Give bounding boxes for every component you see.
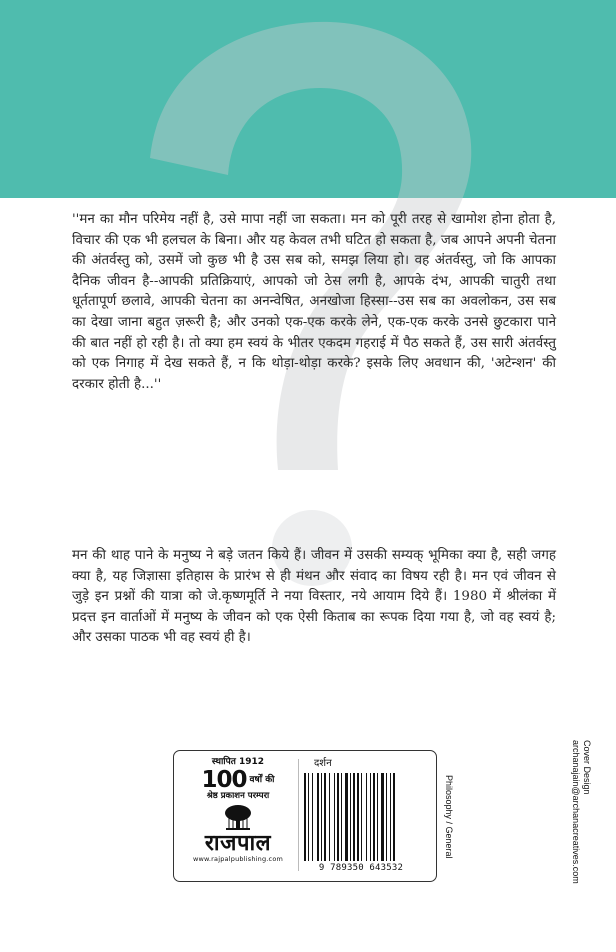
barcode-bar [386, 773, 387, 861]
banyan-tree-icon [223, 804, 253, 832]
isbn-number: 9 789350 643532 [318, 863, 404, 873]
barcode-bar [353, 773, 355, 861]
cover-design-credit [560, 740, 592, 900]
barcode-bar [317, 773, 319, 861]
book-blurb: मन की थाह पाने के मनुष्य ने बड़े जतन किये हैं। जीवन में उसकी सम्यक् भूमिका क्या है, सही जगह क्या है, यह जिज्ञासा इतिहास के प्रारंभ से ही मंथन और संवाद का विषय रही है। मन एवं जीवन से जुड़े इन प्रश्नों की यात्रा को जे.कृष्णमूर्ति ने नया विस्तार, नये आयाम दिये हैं। 1980 में श्रीलंका में प्रदत्त इन वार्ताओं में मनुष्य के जीवन को एक ऐसी किताब का रूपक दिया गया है, जो वह स्वयं है; और उसका पाठक भी वह स्वयं ही है। [72, 548, 556, 646]
publisher-url: www.rajpalpublishing.com [192, 855, 284, 863]
barcode-bar [334, 773, 335, 861]
credit-email: archanajain@archanacreatives.com [571, 740, 581, 884]
barcode-bar [345, 773, 348, 861]
barcode-bar [312, 773, 313, 861]
barcode-bar [350, 773, 351, 861]
barcode-bar [337, 773, 339, 861]
box-divider [298, 759, 299, 871]
credit-label: Cover Design [582, 740, 592, 795]
quote-paragraph: ''मन का मौन परिमेय नहीं है, उसे मापा नहीं जा सकता। मन को पूरी तरह से खामोश होना होता है, विचार की एक भी हलचल के बिना। और यह केवल तभी घटित हो सकता है, जब आपने अपनी चेतना की अंतर्वस्तु को, उसमें जो कुछ भी है उस सब को, समझ लिया हो। वह अंतर्वस्तु, जो कि आपका दैनिक जीवन है--आपकी प्रतिक्रियाएं, आपको जो ठेस लगी है, आपके दंभ, आपकी चातुरी तथा धूर्ततापूर्ण छलावे, आपकी चेतना का अनन्वेषित, अनखोजा हिस्सा--उस सब का अवलोकन, उस सब का देखा जाना बहुत ज़रूरी है; और उनको एक-एक करके लेने, एक-एक करके उनसे छुटकारा पाने की बात नहीं हो रही है। तो क्या हम स्वयं के भीतर एकदम गहराई में पैठ सकते हैं, उस सारी अंतर्वस्तु को एक निगाह में देख सकते हैं, न कि थोड़ा-थोड़ा करके? इसके लिए अवधान की, 'अटेन्शन' की दरकार होती है...'' [72, 212, 556, 392]
publisher-barcode-box [173, 750, 437, 882]
category-label: दर्शन [314, 758, 332, 769]
barcode-bar [361, 773, 362, 861]
centenary-badge [178, 769, 298, 791]
top-color-band [0, 0, 616, 198]
barcode-bar [373, 773, 375, 861]
barcode-bar [321, 773, 322, 861]
barcode-bar [329, 773, 330, 861]
barcode-bar [341, 773, 342, 861]
publisher-name: राजपाल [204, 831, 272, 856]
barcode-bar [324, 773, 326, 861]
tradition-label: श्रेष्ठ प्रकाशन परम्परा [206, 791, 270, 801]
hundred-number: 100 [201, 767, 247, 793]
barcode-bar [390, 773, 391, 861]
barcode-bar [381, 773, 384, 861]
barcode-bar [308, 773, 309, 861]
years-label: वर्षों की [249, 775, 275, 785]
barcode-bar [366, 773, 367, 861]
barcode-bar [377, 773, 378, 861]
established-year: स्थापित 1912 [211, 757, 265, 767]
genre-label: Philosophy / General [444, 775, 454, 859]
barcode-bars [302, 773, 418, 863]
barcode-bar [393, 773, 395, 861]
barcode-bar [370, 773, 371, 861]
publisher-logo [178, 757, 298, 875]
barcode-bar [304, 773, 306, 861]
barcode-bar [357, 773, 359, 861]
barcode [302, 773, 418, 877]
